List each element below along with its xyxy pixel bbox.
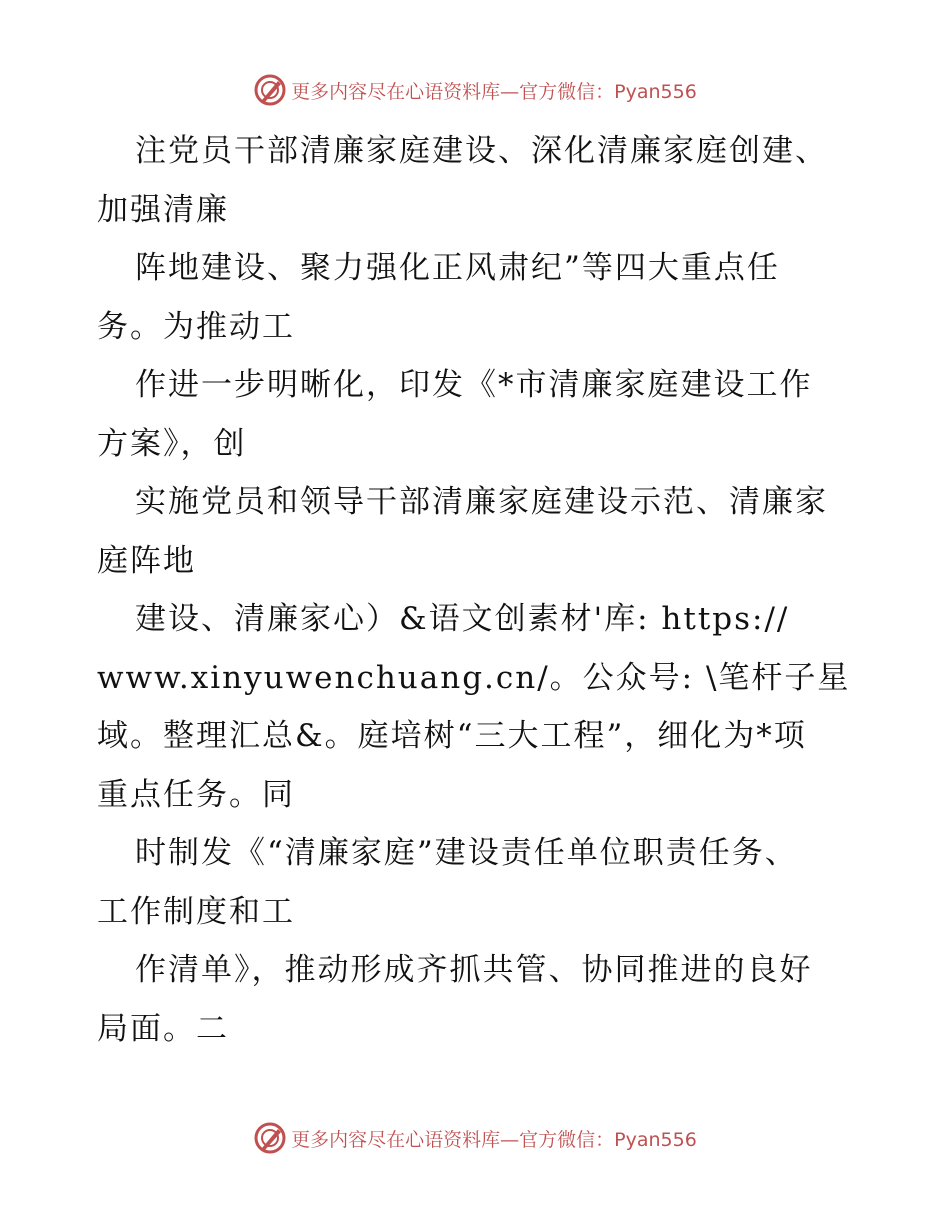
text-line: 加强清廉 [97, 191, 229, 228]
text-line: 局面。二 [97, 1010, 229, 1047]
wechat-id: Pyan556 [614, 80, 697, 103]
pen-logo-icon [253, 73, 287, 107]
watermark-text: 更多内容尽在心语资料库—官方微信：Pyan556 [291, 80, 697, 103]
watermark-text: 更多内容尽在心语资料库—官方微信：Pyan556 [291, 1128, 697, 1151]
text-line: www.xinyuwenchuang.cn/。公众号: \笔杆子星 [97, 659, 851, 696]
wechat-id: Pyan556 [614, 1128, 697, 1151]
text-line: 注党员干部清廉家庭建设、深化清廉家庭创建、 [135, 133, 828, 169]
text-line: 阵地建设、聚力强化正风肃纪”等四大重点任 [135, 250, 780, 286]
text-line: 域。整理汇总&。庭培树“三大工程”，细化为*项 [97, 718, 807, 754]
text-line: 重点任务。同 [97, 776, 295, 813]
pen-logo-icon [253, 1121, 287, 1155]
text-line: 实施党员和领导干部清廉家庭建设示范、清廉家 [135, 484, 828, 520]
text-line: 作清单》，推动形成齐抓共管、协同推进的良好 [135, 952, 813, 988]
text-line: 方案》，创 [97, 425, 247, 462]
document-body [97, 122, 857, 1058]
header-watermark [0, 70, 950, 110]
text-line: 务。为推动工 [97, 308, 295, 345]
text-line: 建设、清廉家心）&语文创素材'库: https:// [135, 601, 790, 637]
footer-watermark [0, 1118, 950, 1158]
text-line: 作进一步明晰化，印发《*市清廉家庭建设工作 [135, 367, 813, 403]
text-line: 庭阵地 [97, 542, 196, 579]
text-line: 时制发《“清廉家庭”建设责任单位职责任务、 [135, 835, 798, 871]
text-line: 工作制度和工 [97, 893, 295, 930]
